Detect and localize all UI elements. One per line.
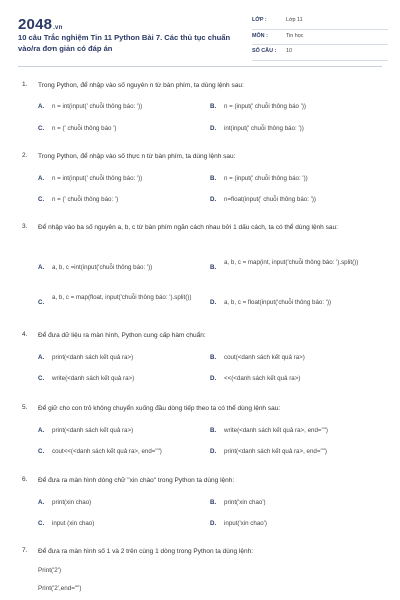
option-text: n = (' chuỗi thông báo ')	[52, 125, 117, 132]
option-label: A.	[38, 354, 45, 361]
meta-label: SỐ CÂU :	[252, 48, 277, 54]
option-text: write(<danh sách kết quả ra>)	[52, 375, 135, 382]
option-text: a, b, c = map(int, input('chuỗi thông báo: ').split())	[224, 259, 359, 266]
meta-label: MÔN :	[252, 32, 268, 39]
option-label: B.	[210, 175, 217, 182]
logo-suffix: .vn	[53, 25, 63, 31]
meta-value: Lớp 11	[286, 17, 303, 23]
document-title: 10 câu Trắc nghiệm Tin 11 Python Bài 7. Các thủ tục chuẩn vào/ra đơn giản có đáp án	[18, 33, 231, 53]
option-label: A.	[38, 427, 45, 434]
option-label: C.	[38, 125, 45, 132]
question-number: 3.	[22, 223, 28, 230]
option-text: <<(<danh sách kết quả ra>)	[224, 375, 301, 382]
option-text: print(<danh sách kết quả ra>)	[52, 354, 134, 361]
option-label: B.	[210, 354, 217, 361]
meta-row-class	[252, 14, 388, 30]
option-text: print('xin chao')	[224, 499, 266, 506]
option-text: a, b, c = map(float, input('chuỗi thông báo: ').split())	[52, 294, 192, 301]
option-label: C.	[38, 448, 45, 455]
option-text: n=float(input(' chuỗi thông báo: '))	[224, 196, 316, 203]
question-number: 1.	[22, 81, 28, 88]
page-header	[0, 0, 400, 66]
question-text: Để đưa ra màn hình số 1 và 2 trên cùng 1 dòng trong Python ta dùng lệnh:	[38, 548, 254, 555]
code-line: Print('2')	[38, 567, 62, 574]
meta-value: 10	[286, 48, 292, 54]
question-text: Để đưa dữ liệu ra màn hình, Python cung cấp hàm chuẩn:	[38, 332, 206, 339]
option-text: write(<danh sách kết quả ra>, end="")	[224, 427, 328, 434]
meta-label: LỚP :	[252, 17, 267, 23]
header-divider	[18, 66, 382, 67]
question-text: Để nhập vào ba số nguyên a, b, c từ bàn phím ngăn cách nhau bởi 1 dấu cách, ta có thể dùng lệnh sau:	[38, 224, 338, 231]
question-number: 7.	[22, 547, 28, 554]
question-text: Trong Python, để nhập vào số thực n từ bàn phím, ta dùng lệnh sau:	[38, 153, 236, 160]
option-text: a, b, c = float(input('chuỗi thông báo: '))	[224, 299, 332, 306]
option-label: B.	[210, 427, 217, 434]
option-text: print(xin chao)	[52, 499, 92, 506]
option-label: B.	[210, 103, 217, 110]
option-label: C.	[38, 196, 45, 203]
option-text: print(<danh sách kết quả ra>, end="")	[224, 448, 327, 455]
option-label: D.	[210, 375, 217, 382]
option-text: n = int(input(' chuỗi thông báo: '))	[52, 103, 143, 110]
question-text: Trong Python, để nhập vào số nguyên n từ bàn phím, ta dùng lệnh sau:	[38, 82, 244, 89]
option-label: B.	[210, 499, 217, 506]
option-text: cout(<danh sách kết quả ra>)	[224, 354, 305, 361]
option-text: n = int(input(' chuỗi thông báo: '))	[52, 175, 143, 182]
code-line: Print('2',end="")	[38, 585, 82, 592]
question-text: Để đưa ra màn hình dòng chữ "xin chào" trong Python ta dùng lệnh:	[38, 477, 235, 484]
option-label: D.	[210, 125, 217, 132]
option-label: D.	[210, 299, 217, 306]
option-text: input (xin chao)	[52, 520, 95, 527]
option-label: A.	[38, 264, 45, 271]
option-text: input('xin chao')	[224, 520, 267, 527]
meta-row-subject	[252, 30, 388, 46]
option-text: print(<danh sách kết quả ra>)	[52, 427, 134, 434]
option-text: n = (' chuỗi thông báo: ')	[52, 196, 119, 203]
question-number: 4.	[22, 331, 28, 338]
option-label: C.	[38, 520, 45, 527]
option-label: A.	[38, 103, 45, 110]
question-number: 5.	[22, 404, 28, 411]
option-label: A.	[38, 499, 45, 506]
site-logo[interactable]: 2048.vn	[18, 16, 63, 33]
option-label: A.	[38, 175, 45, 182]
option-text: a, b, c =int(input('chuỗi thông báo: '))	[52, 264, 153, 271]
option-label: C.	[38, 375, 45, 382]
option-text: cout<<(<danh sách kết quả ra>, end="")	[52, 448, 162, 455]
option-label: D.	[210, 196, 217, 203]
question-text: Để giữ cho con trỏ không chuyển xuống đầu dòng tiếp theo ta có thể dùng lệnh sau:	[38, 405, 281, 412]
option-text: n = (input(' chuỗi thông báo '))	[224, 103, 306, 110]
meta-row-count	[252, 45, 388, 61]
option-text: n = (input(' chuỗi thông báo: '))	[224, 175, 308, 182]
option-text: int(input(' chuỗi thông báo: '))	[224, 125, 304, 132]
option-label: D.	[210, 520, 217, 527]
meta-table	[252, 14, 388, 61]
option-label: C.	[38, 299, 45, 306]
option-label: B.	[210, 264, 217, 271]
question-number: 6.	[22, 476, 28, 483]
option-label: D.	[210, 448, 217, 455]
question-number: 2.	[22, 152, 28, 159]
meta-value: Tin học	[286, 32, 304, 39]
